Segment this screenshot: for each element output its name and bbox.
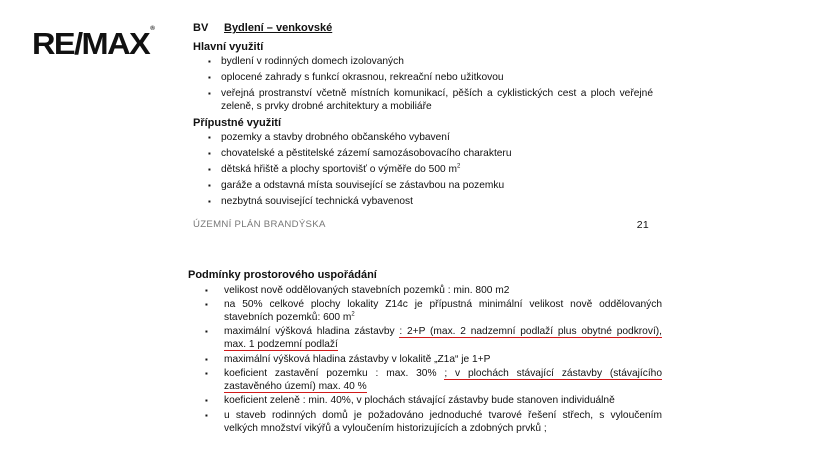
logo-trademark: ®	[150, 26, 155, 32]
list-item	[188, 368, 662, 393]
list-item: ▪ u staveb rodinných domů je požadováno jednoduché tvarové řešení střech, s vyloučením velkých množství vikýřů a vyloučením historizujících a zdobných prvků ;	[188, 410, 662, 435]
page-upper	[193, 22, 653, 212]
list-item: ▪ bydlení v rodinných domech izolovaných	[193, 56, 653, 69]
list-item-text: maximální výšková hladina zástavby	[224, 326, 400, 338]
conditions-heading: Podmínky prostorového uspořádání	[188, 269, 377, 281]
list-item: ▪ oplocené zahrady s funkcí okrasnou, rekreační nebo užitkovou	[193, 72, 653, 85]
logo-text: RE/MAX	[32, 26, 150, 61]
superscript: 2	[456, 163, 461, 170]
list-item	[188, 326, 662, 351]
list-item: ▪ maximální výšková hladina zástavby v lokalitě „Z1a“ je 1+P	[188, 354, 662, 367]
list-item	[188, 299, 662, 324]
page-number: 21	[636, 219, 649, 231]
page-footer	[193, 219, 653, 230]
zone-title	[193, 22, 653, 35]
allowed-use-list	[193, 132, 653, 209]
list-item: ▪ nezbytná související technická vybavenost	[193, 196, 653, 209]
list-item-text: koeficient zastavění pozemku : max. 30%	[224, 368, 445, 380]
highlighted-text: : 2+P (max. 2 nadzemní podlaží plus obytné podkroví), max. 1 podzemní podlaží	[224, 326, 662, 350]
list-item: ▪ pozemky a stavby drobného občanského vybavení	[193, 132, 653, 145]
main-use-heading: Hlavní využití	[193, 40, 264, 53]
main-use-list	[193, 56, 653, 113]
zone-name: Bydlení – venkovské	[224, 22, 333, 34]
list-item: ▪ garáže a odstavná místa související se zástavbou na pozemku	[193, 180, 653, 193]
zone-code: BV	[193, 22, 209, 34]
remax-logo	[32, 26, 155, 62]
superscript: 2	[351, 311, 355, 318]
list-item-text: dětská hřiště a plochy sportovišť o výměře do 500 m	[221, 164, 457, 175]
list-item: ▪ veřejná prostranství včetně místních komunikací, pěších a cyklistických cest a ploch veřejné zeleně, s prvky drobné architektury a mobiliáře	[193, 88, 653, 113]
list-item	[193, 164, 653, 177]
highlighted-text: ; v plochách stávající zástavby (stávajícího zastavěného území) max. 40 %	[224, 368, 662, 392]
list-item-text: na 50% celkové plochy lokality Z14c je přípustná minimální velikost nově oddělovaných stavebních pozemků: 600 m	[224, 299, 662, 323]
list-item: ▪ chovatelské a pěstitelské zázemí samozásobovacího charakteru	[193, 148, 653, 161]
list-item: ▪ velikost nově oddělovaných stavebních pozemků : min. 800 m2	[188, 285, 662, 298]
footer-title: ÚZEMNÍ PLÁN BRANDÝSKA	[193, 219, 326, 230]
page-lower	[188, 267, 662, 438]
list-item: ▪ koeficient zeleně : min. 40%, v plochách stávající zástavby bude stanoven individuálně	[188, 395, 662, 408]
conditions-list	[188, 285, 662, 436]
allowed-use-heading: Přípustné využití	[193, 116, 282, 129]
